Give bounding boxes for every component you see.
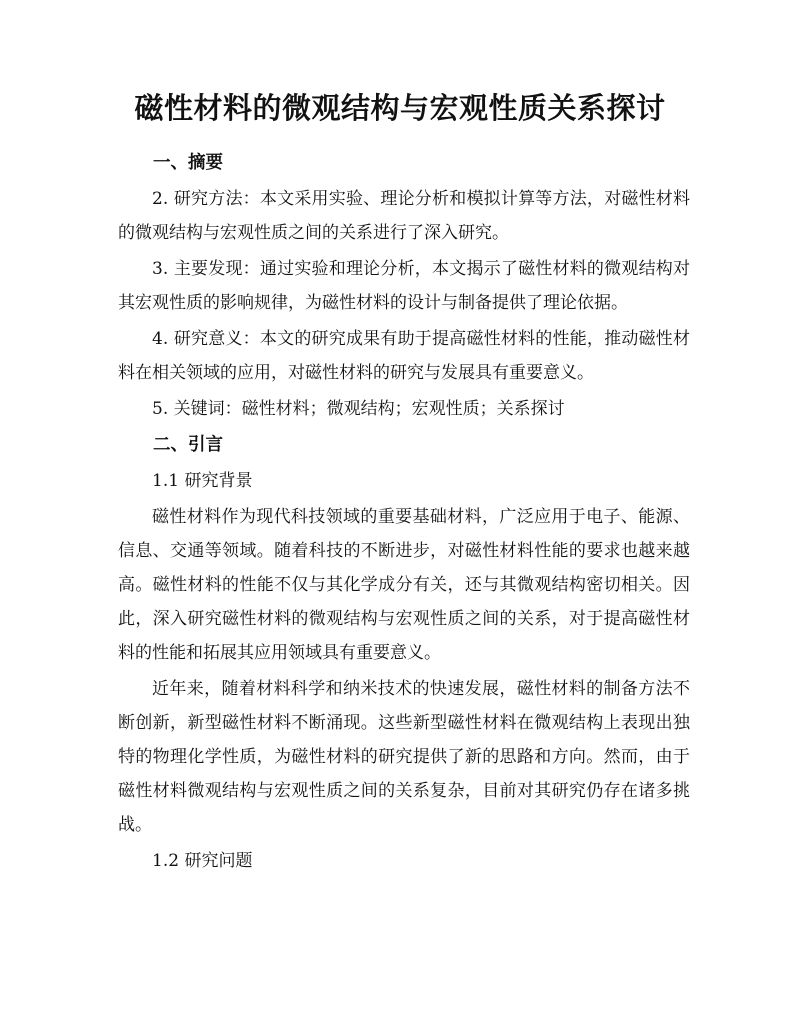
- intro-paragraph-1: 磁性材料作为现代科技领域的重要基础材料，广泛应用于电子、能源、信息、交通等领域。随着科技的不断进步，对磁性材料性能的要求也越来越高。磁性材料的性能不仅与其化学成分有关，还与其微观结构密切相关。因此，深入研究磁性材料的微观结构与宏观性质之间的关系，对于提高磁性材料的性能和拓展其应用领域具有重要意义。: [118, 507, 690, 663]
- abstract-item-methods: 2. 研究方法：本文采用实验、理论分析和模拟计算等方法，对磁性材料的微观结构与宏观性质之间的关系进行了深入研究。: [118, 189, 690, 243]
- abstract-item-significance: 4. 研究意义：本文的研究成果有助于提高磁性材料的性能，推动磁性材料在相关领域的应用，对磁性材料的研究与发展具有重要意义。: [118, 329, 690, 383]
- abstract-item-findings: 3. 主要发现：通过实验和理论分析，本文揭示了磁性材料的微观结构对其宏观性质的影响规律，为磁性材料的设计与制备提供了理论依据。: [118, 259, 690, 313]
- document-body: [118, 146, 690, 878]
- subheading-research-questions: 1.2 研究问题: [152, 851, 253, 871]
- abstract-item-keywords: 5. 关键词：磁性材料；微观结构；宏观性质；关系探讨: [152, 399, 565, 419]
- abstract-heading: 一、摘要: [153, 153, 223, 173]
- intro-heading: 二、引言: [153, 435, 223, 455]
- intro-paragraph-2: 近年来，随着材料科学和纳米技术的快速发展，磁性材料的制备方法不断创新，新型磁性材料不断涌现。这些新型磁性材料在微观结构上表现出独特的物理化学性质，为磁性材料的研究提供了新的思路和方向。然而，由于磁性材料微观结构与宏观性质之间的关系复杂，目前对其研究仍存在诸多挑战。: [118, 679, 690, 835]
- subheading-research-background: 1.1 研究背景: [152, 471, 253, 491]
- document-title: 磁性材料的微观结构与宏观性质关系探讨: [134, 91, 666, 125]
